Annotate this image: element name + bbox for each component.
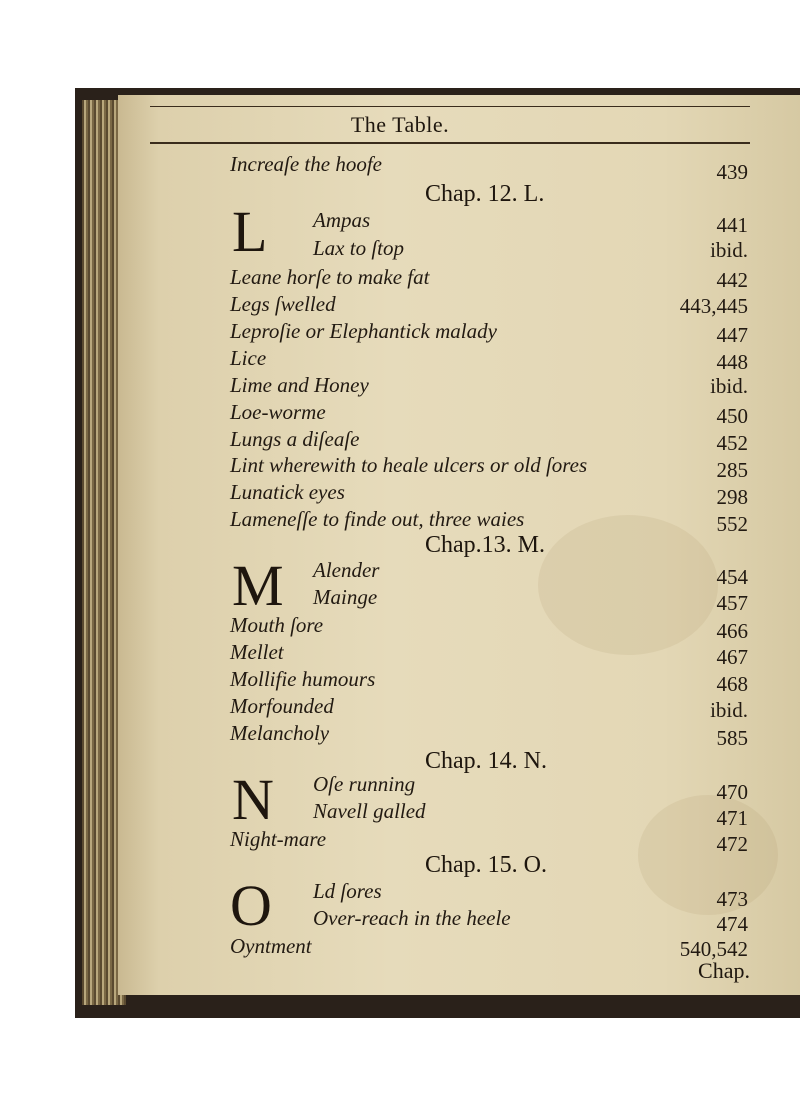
index-entry: Loe-worme	[230, 400, 326, 424]
page-number: 468	[716, 672, 748, 696]
index-entry: Increaſe the hoofe	[230, 152, 382, 176]
index-entry: Lime and Honey	[230, 373, 369, 397]
drop-cap-M: M	[232, 553, 284, 618]
page-number: ibid.	[710, 238, 748, 262]
index-entry: Lunatick eyes	[230, 480, 345, 504]
continuation-catchword: Chap.	[698, 958, 750, 983]
page-number: 466	[716, 619, 748, 643]
page-number: 285	[716, 458, 748, 482]
index-entry: Lameneſſe to finde out, three waies	[230, 507, 525, 531]
page-number: 471	[716, 806, 748, 830]
index-entry: Lice	[230, 346, 267, 370]
page-number: 474	[716, 912, 748, 936]
page-number: 467	[716, 645, 748, 669]
page-number: 439	[716, 160, 748, 184]
page-number: 457	[716, 591, 748, 615]
index-entry: Leane horſe to make fat	[230, 265, 430, 289]
page-number: 540,542	[679, 937, 748, 961]
chapter-heading: Chap. 15. O.	[425, 852, 547, 878]
index-entry: Oyntment	[230, 934, 312, 958]
index-entry: Melancholy	[230, 721, 330, 745]
index-entry: Mellet	[230, 640, 284, 664]
top-rule	[150, 106, 750, 107]
drop-cap-L: L	[232, 199, 268, 264]
paper-stain	[538, 515, 718, 655]
chapter-heading: Chap.13. M.	[425, 532, 545, 558]
page-number: 447	[716, 323, 748, 347]
page-number: 450	[716, 404, 748, 428]
page-number: 441	[716, 213, 748, 237]
index-entry: Navell galled	[313, 799, 426, 823]
index-entry: Oſe running	[313, 772, 416, 796]
page-number: 585	[716, 726, 748, 750]
index-entry: Alender	[313, 558, 380, 582]
page-number: 448	[716, 350, 748, 374]
page-number: 443,445	[679, 294, 748, 318]
page-number: 442	[716, 268, 748, 292]
index-entry: Ld ſores	[313, 879, 382, 903]
index-entry: Mollifie humours	[230, 667, 376, 691]
index-entry: Morfounded	[230, 694, 334, 718]
page-number: ibid.	[710, 374, 748, 398]
index-entry: Mainge	[313, 585, 378, 609]
chapter-heading: Chap. 14. N.	[425, 748, 547, 774]
page-number: 298	[716, 485, 748, 509]
header-rule	[150, 142, 750, 144]
page-number: 454	[716, 565, 748, 589]
drop-cap-O: O	[230, 873, 272, 938]
page-title: The Table.	[350, 112, 450, 137]
index-entry: Legs ſwelled	[230, 292, 336, 316]
index-entry: Leproſie or Elephantick malady	[230, 319, 497, 343]
index-entry: Lungs a diſeaſe	[230, 427, 360, 451]
page-number: ibid.	[710, 698, 748, 722]
index-entry: Lax to ſtop	[313, 236, 405, 260]
chapter-heading: Chap. 12. L.	[425, 181, 545, 207]
index-entry: Mouth ſore	[230, 613, 324, 637]
page-number: 552	[716, 512, 748, 536]
page-number: 452	[716, 431, 748, 455]
index-entry: Over-reach in the heele	[313, 906, 511, 930]
page-number: 472	[716, 832, 748, 856]
index-entry: Night-mare	[230, 827, 327, 851]
page-number: 470	[716, 780, 748, 804]
index-entry: Lint wherewith to heale ulcers or old ſores	[230, 453, 588, 477]
page-number: 473	[716, 887, 748, 911]
paper-stain	[638, 795, 778, 915]
index-entry: Ampas	[313, 208, 371, 232]
drop-cap-N: N	[232, 767, 274, 832]
